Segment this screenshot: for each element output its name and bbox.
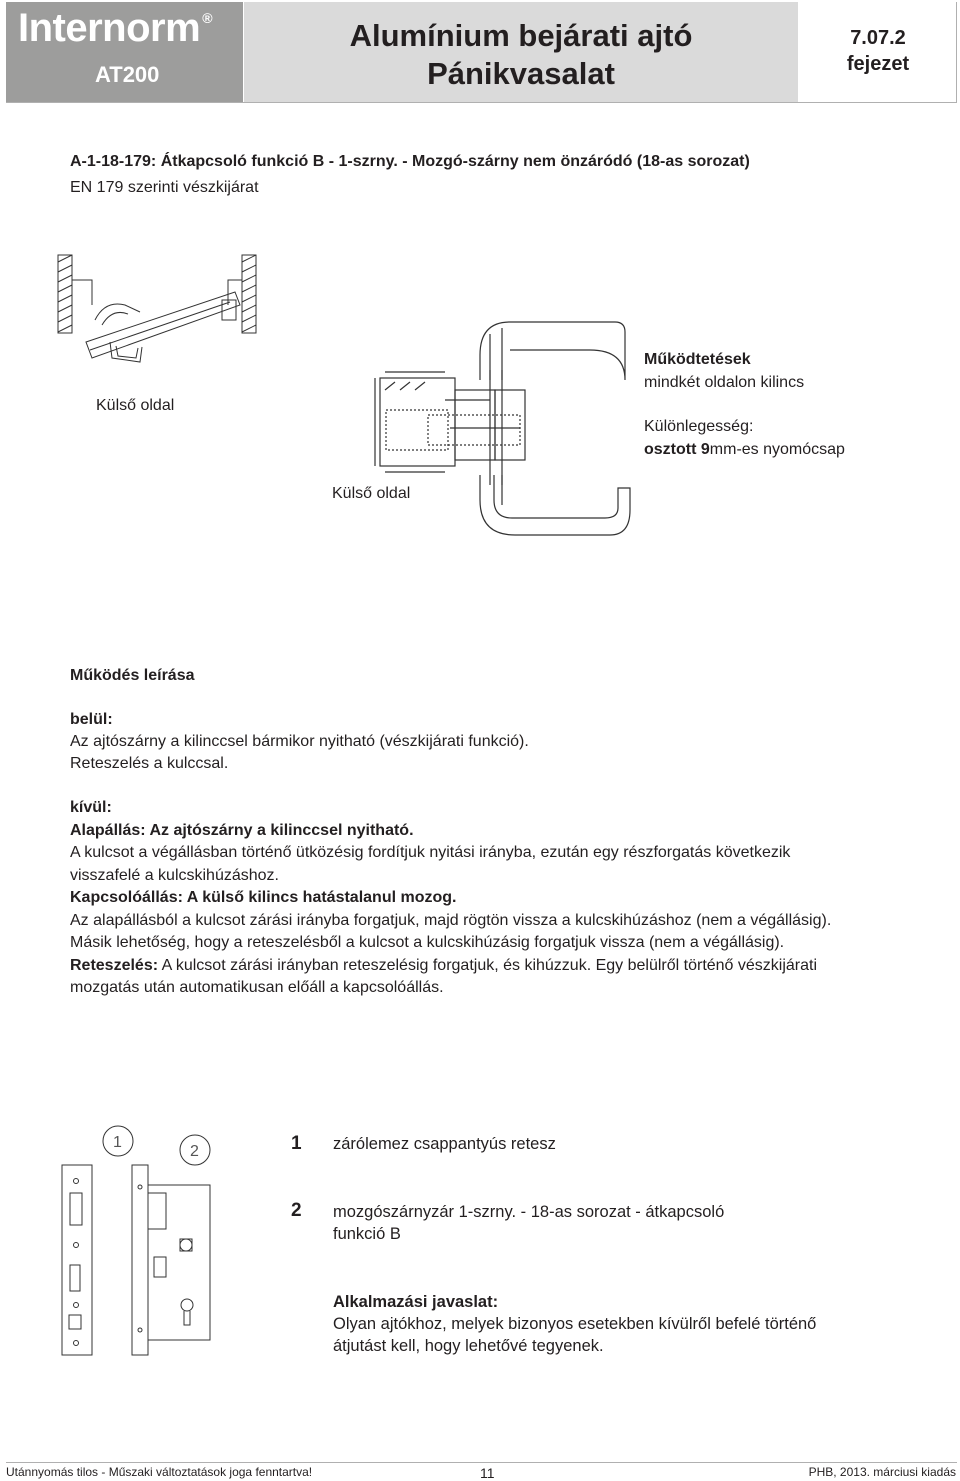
- locking-label: Reteszelés:: [70, 957, 159, 974]
- brand-name: Internorm: [18, 6, 201, 50]
- part-2-number: 2: [291, 1200, 302, 1221]
- header-chapter-panel: [799, 2, 957, 102]
- actuation-title: Működtetések: [644, 351, 751, 368]
- callout-2-label: 2: [190, 1143, 199, 1160]
- special-title: Különlegesség:: [644, 418, 754, 435]
- handle-section-icon: [375, 322, 630, 535]
- plan-view-icon: [58, 255, 256, 362]
- locking-line-1: [70, 955, 817, 978]
- base-position-line-1: A kulcsot a végállásban történő ütközésig fordítjuk nyitási irányba, ezután egy részforgatás következik: [70, 844, 791, 861]
- recommendation-line-2: átjutást kell, hogy lehetővé tegyenek.: [333, 1337, 604, 1355]
- actuation-text: mindkét oldalon kilincs: [644, 374, 805, 391]
- recommendation-line-1: Olyan ajtókhoz, melyek bizonyos esetekben kívülről befelé történő: [333, 1315, 817, 1333]
- document-subtitle: EN 179 szerinti vészkijárat: [70, 179, 259, 196]
- special-bold: osztott 9: [644, 441, 710, 458]
- switch-position-title: Kapcsolóállás: A külső kilincs hatástalanul mozog.: [70, 889, 457, 906]
- locking-text: A kulcsot zárási irányban reteszelésig forgatjuk, és kihúzzuk. Egy belülről történő vészkijárati: [158, 957, 818, 974]
- footer-edition: PHB, 2013. márciusi kiadás: [808, 1465, 956, 1479]
- inside-line-1: Az ajtószárny a kilinccsel bármikor nyitható (vészkijárati funkció).: [70, 733, 529, 750]
- part-2-text-line-2: funkció B: [333, 1225, 401, 1243]
- recommendation-title: Alkalmazási javaslat:: [333, 1293, 499, 1311]
- strike-plate-icon: [62, 1165, 92, 1355]
- special-rest: mm-es nyomócsap: [709, 441, 845, 458]
- model-name: AT200: [95, 62, 160, 87]
- part-1-text: zárólemez csappantyús retesz: [333, 1135, 556, 1153]
- page-subtitle: Pánikvasalat: [427, 56, 615, 91]
- special-text: [644, 441, 845, 459]
- inside-line-2: Reteszelés a kulccsal.: [70, 755, 229, 772]
- page-title: Alumínium bejárati ajtó: [349, 18, 693, 53]
- outside-label: kívül:: [70, 799, 112, 816]
- mortise-lock-icon: [132, 1165, 210, 1355]
- header-divider: [6, 102, 957, 103]
- description-heading: Működés leírása: [70, 667, 195, 684]
- footer-notice: Utánnyomás tilos - Műszaki változtatások joga fenntartva!: [6, 1465, 313, 1479]
- footer-divider: [6, 1462, 957, 1463]
- lock-parts-drawing: [50, 1125, 270, 1360]
- brand-logo: [18, 6, 212, 51]
- locking-line-2: mozgatás után automatikusan előáll a kapcsolóállás.: [70, 979, 444, 996]
- chapter-number: 7.07.2: [850, 27, 906, 49]
- base-position-title: Alapállás: Az ajtószárny a kilinccsel nyitható.: [70, 822, 414, 839]
- outer-side-label: Külső oldal: [96, 397, 175, 414]
- outer-side-label-section: Külső oldal: [332, 485, 411, 502]
- chapter-label: fejezet: [846, 53, 910, 75]
- part-1-number: 1: [291, 1133, 302, 1154]
- switch-position-line-2: Másik lehetőség, hogy a reteszelésből a kulcsot a kulcskihúzásig forgatjuk vissza (nem a végállásig).: [70, 934, 785, 951]
- switch-position-line-1: Az alapállásból a kulcsot zárási irányba forgatjuk, majd rögtön vissza a kulcskihúzáshoz (nem a végállásig).: [70, 912, 832, 929]
- callout-1-label: 1: [113, 1134, 122, 1151]
- page-number: 11: [480, 1465, 495, 1481]
- document-title: A-1-18-179: Átkapcsoló funkció B - 1-szrny. - Mozgó-szárny nem önzáródó (18-as sorozat): [70, 153, 750, 170]
- part-2-text-line-1: mozgószárnyzár 1-szrny. - 18-as sorozat - átkapcsoló: [333, 1203, 725, 1221]
- inside-label: belül:: [70, 711, 113, 728]
- registered-mark: ®: [202, 10, 213, 26]
- base-position-line-2: visszafelé a kulcskihúzáshoz.: [70, 867, 279, 884]
